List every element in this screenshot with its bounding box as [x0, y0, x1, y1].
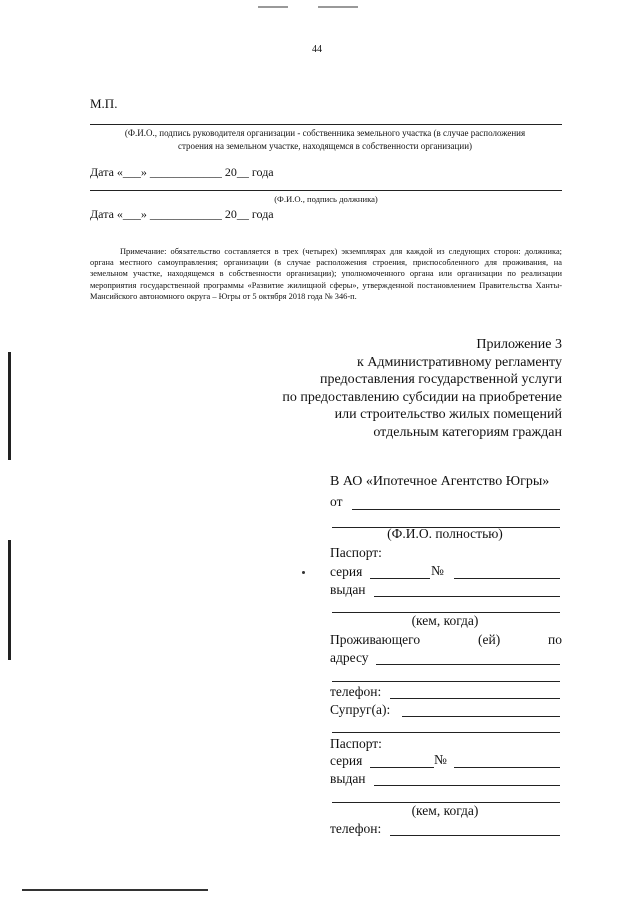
address-field-2[interactable]: [332, 681, 560, 682]
issued-caption: (кем, когда): [411, 613, 479, 628]
stamp-place-label: М.П.: [90, 96, 118, 111]
recipient: В АО «Ипотечное Агентство Югры»: [330, 474, 550, 489]
fio-caption: (Ф.И.О. полностью): [387, 526, 503, 541]
scan-dot: [302, 571, 305, 574]
number-label: №: [431, 563, 444, 578]
date-line: Дата «___» ____________ 20__ года: [90, 165, 274, 179]
issued-label: выдан: [330, 582, 366, 597]
residing-po: по: [548, 632, 562, 647]
issued-field-3[interactable]: [374, 785, 560, 786]
spouse-label: Супруг(а):: [330, 702, 391, 717]
scan-artifact: [258, 6, 288, 8]
note-paragraph: Примечание: обязательство составляется в трех (четырех) экземплярах для каждой из следующих сторон: должника; органа местного самоуправления; организации (в случае расположения строения, приспособленного для проживания, на земельном участке, находящемся в собственности организации); уполномоченного органа или организации по реализации мероприятия государственной программы «Развитие жилищной сферы», утвержденной постановлением Правительства Ханты-Мансийского автономного округа – Югры от 5 октября 2018 года № 346-п.: [90, 247, 562, 301]
appendix-heading: Приложение 3 к Административному регламенту предоставления государственной услуги по предоставлению субсидии на приобретение или строительство жилых помещений отдельным категориям граждан: [282, 337, 562, 440]
scan-edge-mark: [22, 889, 208, 891]
address-label: адресу: [330, 650, 369, 665]
series-field[interactable]: [370, 578, 430, 579]
phone-field[interactable]: [390, 698, 560, 699]
phone-label-2: телефон:: [330, 821, 382, 836]
signature-caption: (Ф.И.О., подпись руководителя организации - собственника земельного участка (в случае расположения строения на земельном участке, находящемся в собственности организации): [124, 128, 526, 151]
residing-label: Проживающего: [330, 632, 421, 647]
phone-field-2[interactable]: [390, 835, 560, 836]
scan-edge-mark: [8, 352, 11, 460]
passport-label: Паспорт:: [330, 545, 382, 560]
date-line: Дата «___» ____________ 20__ года: [90, 207, 274, 221]
address-field[interactable]: [376, 664, 560, 665]
issued-label-2: выдан: [330, 771, 366, 786]
number-field[interactable]: [454, 578, 560, 579]
series-label: серия: [330, 564, 363, 579]
official-caption: (Ф.И.О., подпись должника): [274, 194, 378, 204]
scan-edge-mark: [8, 540, 11, 660]
passport-label-2: Паспорт:: [330, 736, 382, 751]
number-label-2: №: [434, 752, 447, 767]
series-field-2[interactable]: [370, 767, 434, 768]
spouse-field-2[interactable]: [332, 732, 560, 733]
page-number: 44: [312, 44, 322, 55]
number-field-2[interactable]: [454, 767, 560, 768]
spouse-field[interactable]: [402, 716, 560, 717]
application-form: [330, 0, 560, 905]
issued-field[interactable]: [374, 596, 560, 597]
series-label-2: серия: [330, 753, 363, 768]
residing-ey: (ей): [478, 632, 501, 647]
from-field[interactable]: [352, 509, 560, 510]
from-label: от: [330, 494, 343, 509]
issued-caption-2: (кем, когда): [411, 803, 479, 818]
phone-label: телефон:: [330, 684, 382, 699]
